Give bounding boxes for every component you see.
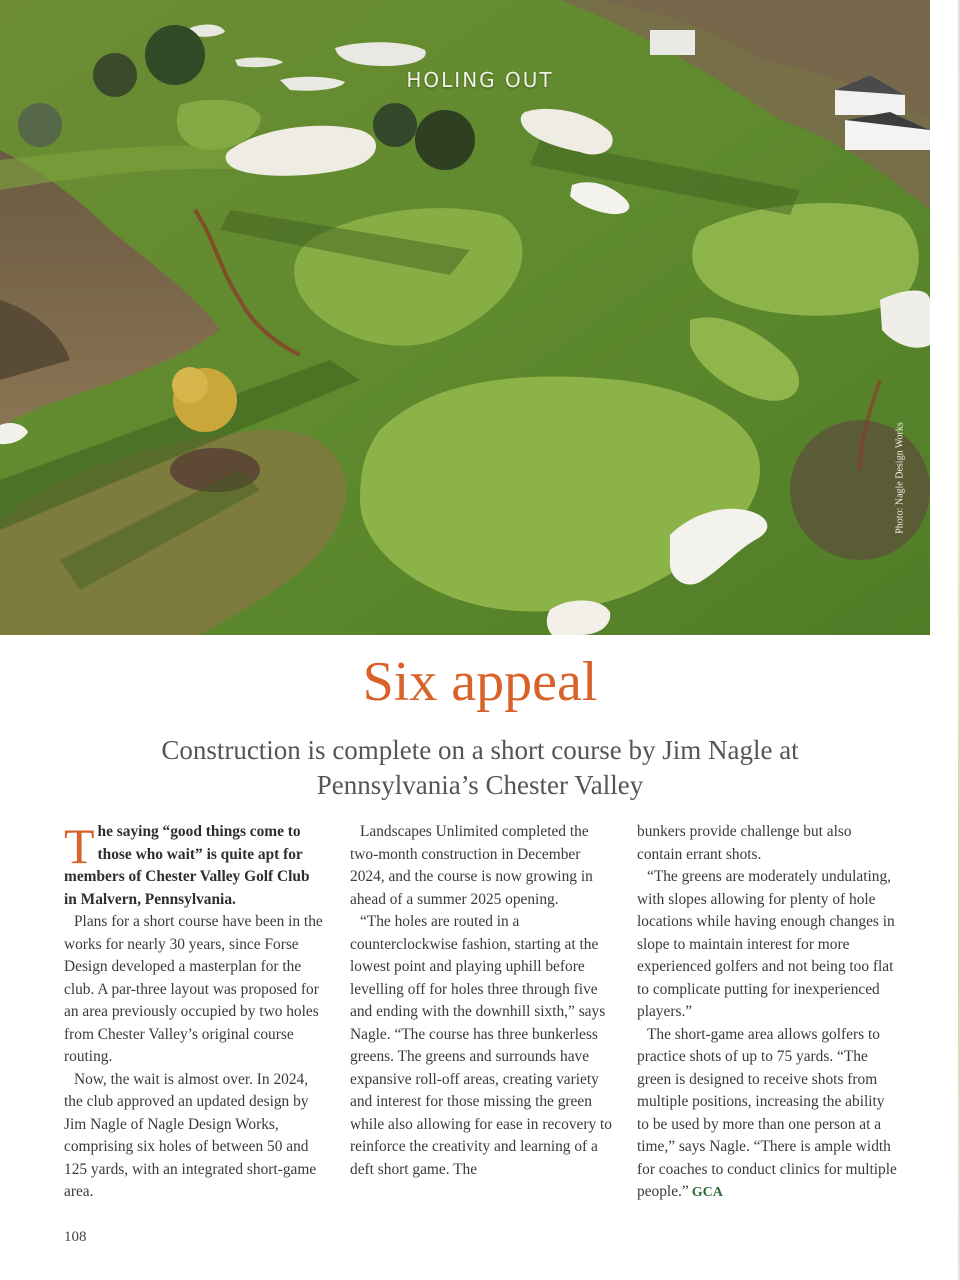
page-number: 108 — [64, 1229, 87, 1245]
lead-text: he saying “good things come to those who wait” is quite apt for members of Chester Valley Golf Club in Malvern, Pennsylvania. — [64, 823, 310, 908]
body-paragraph: Landscapes Unlimited completed the two-month construction in December 2024, and the course is now growing in ahead of a summer 2025 opening. — [350, 823, 593, 908]
article-column-2 — [350, 821, 612, 1181]
body-paragraph: Now, the wait is almost over. In 2024, the club approved an updated design by Jim Nagle of Nagle Design Works, comprising six holes of between 50 and 125 yards, with an integrated short-game area. — [64, 1070, 317, 1200]
body-paragraph: Plans for a short course have been in the works for nearly 30 years, since Forse Design developed a masterplan for the club. A par-three layout was proposed for an area previously occupied by two holes from Chester Valley’s original course routing. — [64, 913, 323, 1065]
section-label: HOLING OUT — [406, 68, 554, 92]
hero-photo — [0, 0, 930, 635]
sign-off: GCA — [691, 1185, 723, 1200]
body-paragraph: “The holes are routed in a counterclockwise fashion, starting at the lowest point and playing uphill before levelling off for holes three through five and ending with the downhill sixth,” says Nagle. “The course has three bunkerless greens. The greens and surrounds have expansive roll-off areas, creating variety and interest for those missing the green while also allowing for ease in recovery to reinforce the creativity and learning of a deft short game. The — [350, 913, 612, 1178]
continued-paragraph: bunkers provide challenge but also contain errant shots. — [637, 823, 852, 863]
final-paragraph-text: The short-game area allows golfers to practice shots of up to 75 yards. “The green is designed to receive shots from multiple positions, increasing the ability to be used by more than one person at a time,” says Nagle. “There is ample width for coaches to conduct clinics for multiple people.” — [637, 1025, 897, 1200]
aerial-golf-course-image — [0, 0, 930, 635]
article-column-1 — [64, 818, 326, 1204]
lead-paragraph — [64, 818, 326, 911]
body-paragraph: “The greens are moderately undulating, with slopes allowing for plenty of hole locations while having enough changes in slope to maintain interest for more experienced golfers and not being too flat to complicate putting for inexperienced players.” — [637, 868, 895, 1020]
standfirst: Construction is complete on a short course by Jim Nagle at Pennsylvania’s Chester Valley — [161, 735, 799, 800]
article-column-3 — [637, 821, 899, 1205]
final-paragraph — [637, 1024, 899, 1205]
headline: Six appeal — [362, 651, 598, 713]
photo-credit-text: Photo: Nagle Design Works — [894, 422, 906, 534]
drop-cap: T — [64, 818, 95, 874]
